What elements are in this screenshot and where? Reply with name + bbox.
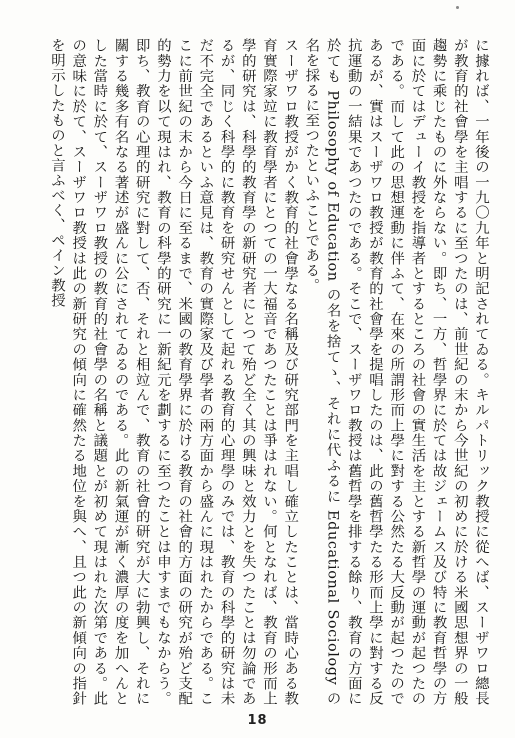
paragraph-1: に據れば、一年後の一九〇九年と明記されてゐる。キルパトリック教授に從へば、スーザワロ總長が教育的社會學を主唱するに至つたのは、前世紀の末から今世紀の初めに於ける米國思想界の一般趨勢に乘じたものに外ならない。即ち、一方、哲學界に於ては故ジェームス及び特に教育哲學の方面に於てはデューイ教授を指導者とするところの社會の實生活を主とする新哲學の運動が起つたのである。而して此の思想運動に伴ふて、在來の所謂形而上學に對する公然たる大反動が起つたのであるが、實はスーザワロ教授が教育的社會學を提唱したのは、此の舊哲學たる形而上學に對する反抗運動の一結果であつたのである。そこで、スーザワロ教授は舊哲學を排する餘り、教育の方面に於ても Philosophy of Education の名を捨てゝ、それに代ふるに Educational Sociology の名を採るに至つたといふことである。 [303,38,489,706]
scan-speck [456,6,459,9]
paragraph-2: スーザワロ教授がかく教育的社會學なる名稱及び研究部門を主唱し確立したことは、當時心ある教育實際家竝に教育學者にとつての一大福音であつたことは爭はれない。何となれば、教育の形而上學的研究は、科學的教育學の新研究者にとつて殆ど全く其の興味と效力とを失つたことは勿論であるが、同じく科學的に教育を研究せんとして起れる教育的心理學のみでは、教育の科學的研究は未だ不完全であるといふ意見は、教育の實際家及び學者の兩方面から盛んに現はれたからである。ここに前世紀の末から今日に至るまで、米國の教育學界に於ける教育の社會的方面の研究が殆ど支配的勢力を以て現はれ、教育の科學的研究に一新紀元を劃するに至つたことは申すまでもなからう。即ち、教育の心理的研究に對して、否、それと相竝んで、教育の社會的研究が大に勃興し、それに關する幾多有名なる著述が盛んに公にされてゐるのである。此の新氣運が漸く濃厚の度を加へんとした當時に於て、スーザワロ教授の教育的社會學の名稱と議題とが初めて現はれた次第である。此の意味に於て、スーザワロ教授は此の新研究の傾向に確然たる地位を與へ、且つ此の新傾向の指針を明示したものと言ふべく、ペイン教授 [48,38,299,706]
vertical-text-body [21,38,491,706]
page-number: 18 [247,713,268,728]
